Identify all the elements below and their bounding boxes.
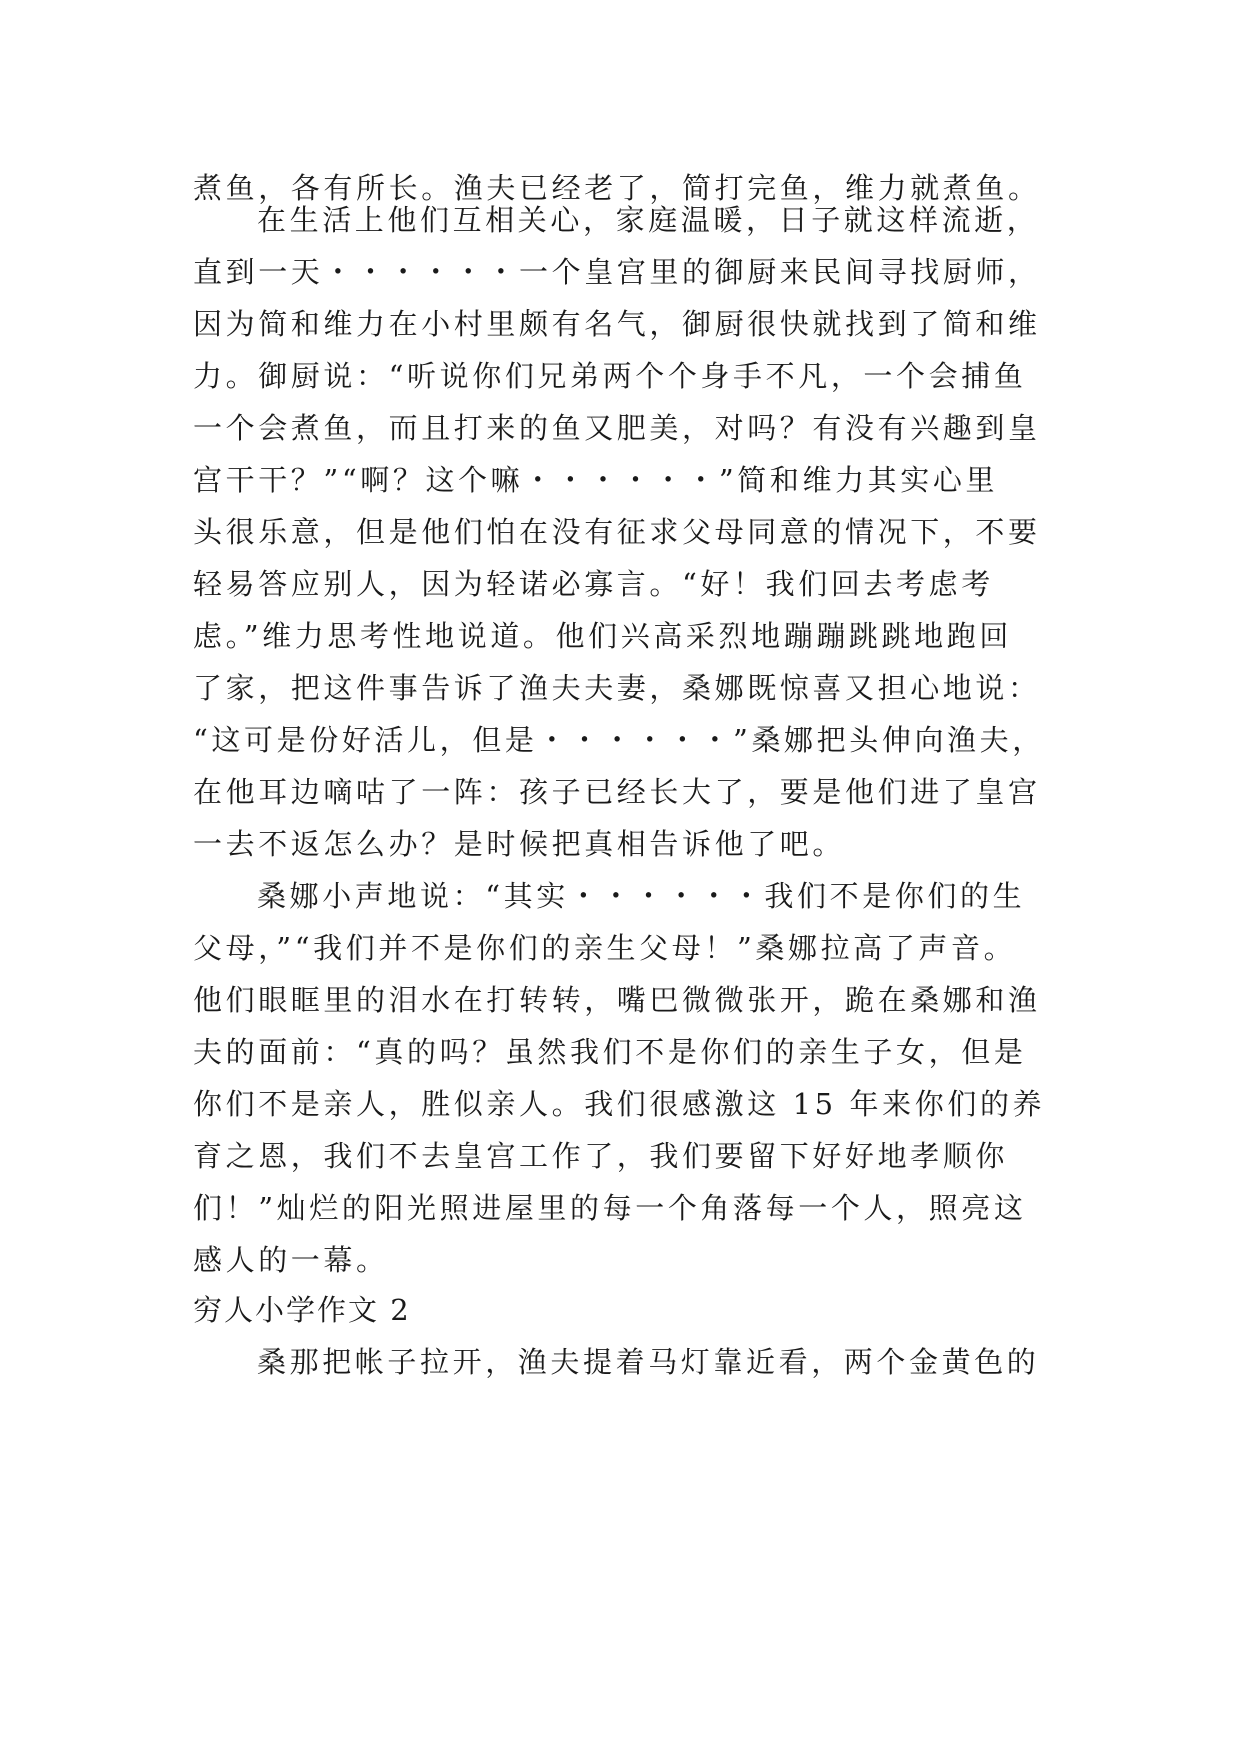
text-line: 轻易答应别人，因为轻诺必寡言。“好！我们回去考虑考 — [193, 567, 994, 601]
paragraph-first-line: 桑娜小声地说：“其实・・・・・・我们不是你们的生 — [257, 879, 1026, 913]
text-line: 他们眼眶里的泪水在打转转，嘴巴微微张开，跪在桑娜和渔 — [193, 983, 1041, 1017]
text-line: 了家，把这件事告诉了渔夫夫妻，桑娜既惊喜又担心地说： — [193, 671, 1041, 705]
text-line: 因为简和维力在小村里颇有名气，御厨很快就找到了简和维 — [193, 307, 1041, 341]
text-line: 力。御厨说：“听说你们兄弟两个个身手不凡，一个会捕鱼 — [193, 359, 1027, 393]
text-line: 直到一天・・・・・・一个皇宫里的御厨来民间寻找厨师， — [193, 255, 1041, 289]
text-line: 虑。”维力思考性地说道。他们兴高采烈地蹦蹦跳跳地跑回 — [193, 619, 1012, 653]
text-line: 一个会煮鱼，而且打来的鱼又肥美，对吗？有没有兴趣到皇 — [193, 411, 1041, 445]
paragraph-first-line: 桑那把帐子拉开，渔夫提着马灯靠近看，两个金黄色的 — [257, 1345, 1040, 1379]
text-line: “这可是份好活儿，但是・・・・・・”桑娜把头伸向渔夫， — [193, 723, 1045, 757]
text-line: 你们不是亲人，胜似亲人。我们很感激这 15 年来你们的养 — [193, 1087, 1046, 1121]
text-line: 夫的面前：“真的吗？虽然我们不是你们的亲生子女，但是 — [193, 1035, 1027, 1069]
text-line: 育之恩，我们不去皇宫工作了，我们要留下好好地孝顺你 — [193, 1139, 1009, 1173]
text-line: 们！”灿烂的阳光照进屋里的每一个角落每一个人，照亮这 — [193, 1191, 1027, 1225]
text-line: 父母，”“我们并不是你们的亲生父母！”桑娜拉高了声音。 — [193, 931, 1017, 965]
text-line: 在他耳边嘀咕了一阵：孩子已经长大了，要是他们进了皇宫 — [193, 775, 1041, 809]
text-line: 宫干干？”“啊？这个嘛・・・・・・”简和维力其实心里 — [193, 463, 999, 497]
section-heading: 穷人小学作文 2 — [193, 1293, 411, 1327]
paragraph-first-line: 在生活上他们互相关心，家庭温暖，日子就这样流逝， — [257, 203, 1040, 237]
text-line: 一去不返怎么办？是时候把真相告诉他了吧。 — [193, 827, 846, 861]
text-line: 头很乐意，但是他们怕在没有征求父母同意的情况下，不要 — [193, 515, 1041, 549]
text-line: 感人的一幕。 — [193, 1243, 389, 1277]
text-line: 煮鱼，各有所长。渔夫已经老了，简打完鱼，维力就煮鱼。 — [193, 171, 1041, 205]
